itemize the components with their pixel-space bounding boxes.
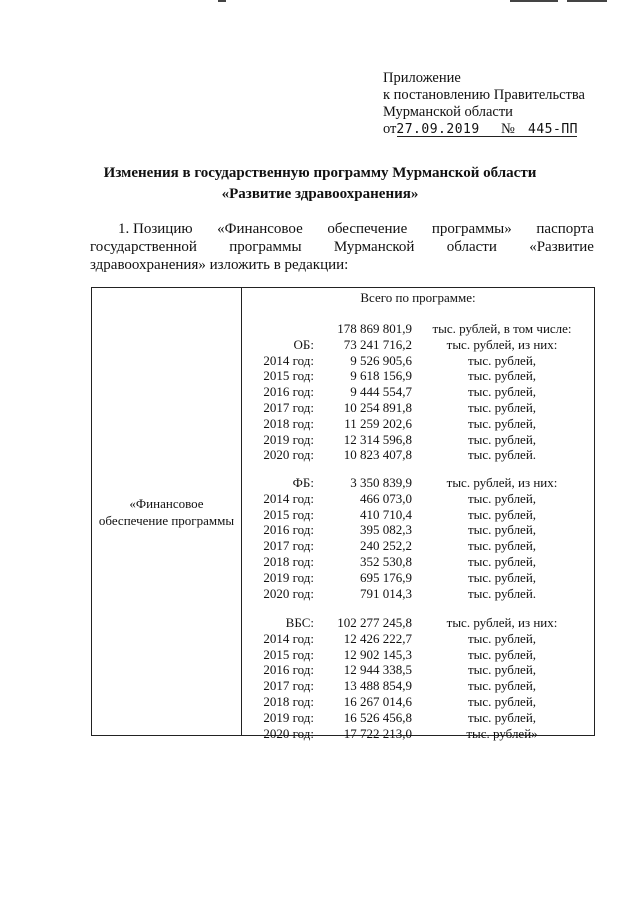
resolution-date: 27.09.2019 [396, 122, 480, 137]
row-value: 12 944 338,5 [343, 662, 412, 678]
financing-row [242, 353, 594, 369]
row-label: 2016 год: [263, 522, 314, 538]
row-unit: тыс. рублей, [467, 431, 537, 447]
row-value: 17 722 213,0 [343, 725, 412, 741]
row-label: 2015 год: [263, 506, 314, 522]
financing-row [242, 475, 594, 491]
financing-row [242, 384, 594, 400]
row-value: 695 176,9 [360, 569, 412, 585]
appendix-region: Мурманской области [383, 104, 513, 120]
financing-row [242, 726, 594, 742]
row-label: 2020 год: [263, 585, 314, 601]
appendix-resolution: к постановлению Правительства [383, 87, 585, 103]
row-value: 13 488 854,9 [343, 678, 412, 694]
word: Мурманской [333, 239, 415, 255]
scan-artifact [218, 0, 226, 2]
word: обеспечение [327, 221, 408, 237]
financing-row [242, 321, 594, 337]
row-unit: тыс. рублей, в том числе: [432, 321, 572, 336]
row-value: 240 252,2 [360, 538, 412, 554]
word: 1. Позицию [118, 221, 193, 237]
word: «Финансовое [217, 221, 303, 237]
row-unit: тыс. рублей» [466, 725, 538, 741]
row-label: 2018 год: [263, 554, 314, 569]
row-value: 12 902 145,3 [343, 646, 412, 662]
appendix-date-line [383, 121, 623, 139]
row-value: 9 444 554,7 [350, 384, 412, 400]
financing-row [242, 710, 594, 726]
paragraph-line-3: здравоохранения» изложить в редакции: [90, 257, 349, 273]
row-unit: тыс. рублей, [467, 384, 537, 400]
row-value: 352 530,8 [360, 554, 412, 569]
appendix-title: Приложение [383, 70, 461, 86]
financing-row [242, 538, 594, 554]
row-label: 2017 год: [263, 400, 314, 415]
row-label: 2018 год: [263, 694, 314, 709]
row-unit: тыс. рублей, [467, 630, 537, 646]
row-label: 2017 год: [263, 678, 314, 694]
financing-row [242, 570, 594, 586]
row-unit: тыс. рублей, [467, 368, 537, 384]
row-unit: тыс. рублей, [467, 506, 537, 522]
row-value: 410 710,4 [360, 506, 412, 522]
row-value: 178 869 801,9 [337, 321, 412, 336]
row-value: 466 073,0 [360, 490, 412, 506]
paragraph-line-1 [90, 220, 594, 238]
row-unit: тыс. рублей, [467, 522, 537, 538]
row-value: 16 267 014,6 [343, 694, 412, 709]
financing-label-line-1: «Финансовое [129, 495, 204, 511]
scan-artifact [510, 0, 558, 2]
row-unit: тыс. рублей. [467, 585, 537, 601]
financing-row [242, 416, 594, 432]
row-unit: тыс. рублей, [467, 400, 537, 415]
financing-row [242, 368, 594, 384]
row-unit: тыс. рублей, [467, 490, 537, 506]
financing-row [242, 400, 594, 416]
row-value: 16 526 456,8 [343, 709, 412, 725]
row-unit: тыс. рублей, [467, 646, 537, 662]
row-label: 2016 год: [263, 384, 314, 400]
row-unit: тыс. рублей, из них: [446, 615, 558, 630]
row-label: 2019 год: [263, 431, 314, 447]
row-unit: тыс. рублей. [467, 447, 537, 463]
row-value: 10 254 891,8 [343, 400, 412, 415]
financing-values [242, 288, 594, 741]
row-unit: тыс. рублей, из них: [446, 475, 558, 490]
financing-row [242, 491, 594, 507]
financing-row [242, 432, 594, 448]
word: области [446, 239, 497, 255]
scan-artifact [567, 0, 607, 2]
row-unit: тыс. рублей, [467, 662, 537, 678]
table-row [92, 288, 595, 736]
row-unit: тыс. рублей, из них: [446, 336, 558, 352]
row-label: ОБ: [293, 336, 314, 352]
word: программы [229, 239, 302, 255]
financing-label-cell [92, 288, 242, 736]
row-label: ФБ: [292, 475, 314, 490]
row-label: 2018 год: [263, 415, 314, 431]
financing-row [242, 678, 594, 694]
row-unit: тыс. рублей, [467, 554, 537, 569]
financing-row [242, 662, 594, 678]
row-value: 395 082,3 [360, 522, 412, 538]
row-value: 11 259 202,6 [344, 415, 412, 431]
total-header: Всего по программе: [360, 290, 476, 305]
row-value: 10 823 407,8 [343, 447, 412, 463]
row-label: 2014 год: [263, 352, 314, 368]
row-label: 2015 год: [263, 368, 314, 384]
row-label: 2015 год: [263, 646, 314, 662]
row-unit: тыс. рублей, [467, 352, 537, 368]
row-value: 12 314 596,8 [343, 431, 412, 447]
financing-row [242, 615, 594, 631]
financing-values-cell [242, 288, 595, 741]
financing-row [242, 554, 594, 570]
row-label: 2014 год: [263, 490, 314, 506]
word: государственной [90, 239, 197, 255]
date-underline [397, 136, 577, 137]
financing-row [242, 447, 594, 463]
row-value: 73 241 716,2 [343, 336, 412, 352]
appendix-block [383, 70, 623, 139]
date-prefix: от [383, 121, 397, 137]
resolution-number: 445-ПП [528, 122, 578, 137]
word: программы» [431, 221, 512, 237]
row-unit: тыс. рублей, [467, 569, 537, 585]
financing-label-line-2: обеспечение программы [98, 512, 235, 528]
row-unit: тыс. рублей, [467, 538, 537, 554]
row-label: 2017 год: [263, 538, 314, 554]
row-label: 2019 год: [263, 709, 314, 725]
financing-table [91, 287, 595, 741]
row-value: 102 277 245,8 [337, 615, 412, 630]
row-value: 791 014,3 [360, 585, 412, 601]
number-sign: № [500, 121, 515, 137]
row-label: 2014 год: [263, 630, 314, 646]
row-label: 2019 год: [263, 569, 314, 585]
document-title [0, 163, 640, 205]
financing-row [242, 647, 594, 663]
instruction-paragraph [90, 220, 594, 274]
title-line-2: «Развитие здравоохранения» [221, 186, 419, 202]
row-value: 3 350 839,9 [350, 475, 412, 490]
financing-row [242, 507, 594, 523]
row-label: 2020 год: [263, 447, 314, 463]
financing-row [242, 337, 594, 353]
row-unit: тыс. рублей, [467, 415, 537, 431]
row-value: 9 618 156,9 [350, 368, 412, 384]
row-label: ВБС: [285, 615, 314, 630]
paragraph-line-2 [90, 238, 594, 256]
row-label: 2020 год: [263, 725, 314, 741]
financing-row [242, 694, 594, 710]
financing-row [242, 631, 594, 647]
row-value: 9 526 905,6 [350, 352, 412, 368]
row-value: 12 426 222,7 [343, 630, 412, 646]
word: «Развитие [529, 239, 594, 255]
row-unit: тыс. рублей, [467, 678, 537, 694]
financing-row [242, 586, 594, 602]
title-line-1: Изменения в государственную программу Мурманской области [103, 165, 537, 181]
financing-row [242, 522, 594, 538]
row-unit: тыс. рублей, [467, 709, 537, 725]
row-unit: тыс. рублей, [467, 694, 537, 709]
row-label: 2016 год: [263, 662, 314, 678]
word: паспорта [536, 221, 594, 237]
